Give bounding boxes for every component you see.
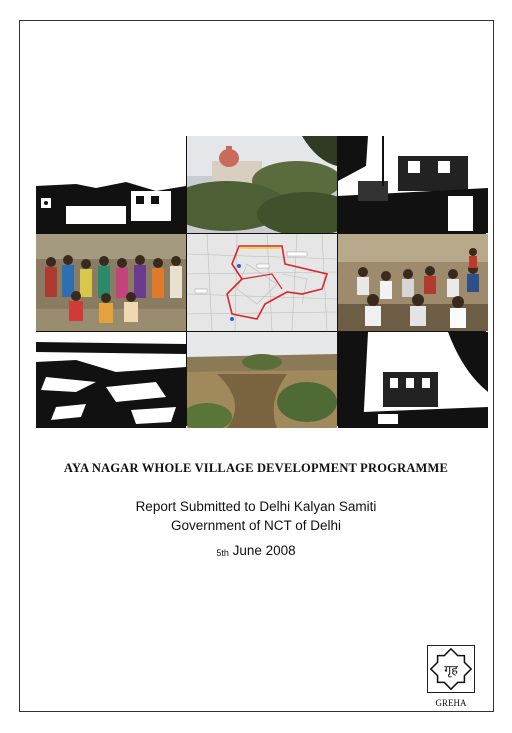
temple-photo [187,136,337,233]
community-meeting-photo [338,234,488,331]
eroded-gully-photo [187,332,337,428]
street-view-photo [36,136,186,233]
report-date [0,543,512,558]
group-of-women-photo [36,234,186,331]
village-houses-photo [338,332,488,428]
photo-collage [36,136,486,426]
village-map [187,234,337,331]
greha-logo [427,645,475,693]
programme-title: AYA NAGAR WHOLE VILLAGE DEVELOPMENT PROGRAMME [63,461,449,475]
report-date-day: 5th [216,548,229,558]
town-street-photo [338,136,488,233]
logo-glyph: गृह [444,661,458,677]
report-submitted-line: Report Submitted to Delhi Kalyan Samiti [135,499,377,514]
government-line: Government of NCT of Delhi [170,518,342,533]
report-date-rest: June 2008 [228,543,296,558]
ravine-photo [36,332,186,428]
logo-caption: GREHA [435,698,467,708]
